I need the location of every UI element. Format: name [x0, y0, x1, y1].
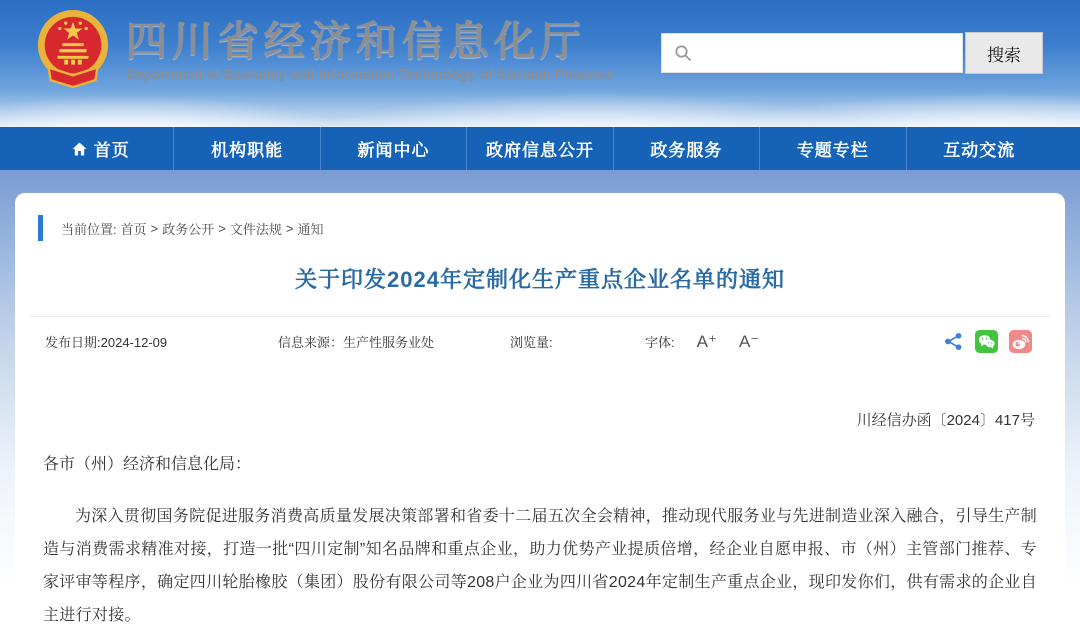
- nav-item-label: 新闻中心: [357, 141, 430, 160]
- wechat-share-icon[interactable]: [975, 330, 998, 353]
- search-input-box: [661, 33, 963, 73]
- info-source: [278, 332, 510, 351]
- nav-item-interaction[interactable]: [907, 127, 1052, 170]
- breadcrumb-item-home[interactable]: 首页: [120, 221, 147, 237]
- weibo-share-icon[interactable]: [1009, 330, 1032, 353]
- home-icon: [72, 142, 87, 156]
- info-source-label: 信息来源：: [278, 335, 344, 350]
- article-meta-row: [30, 316, 1050, 361]
- nav-item-label: 互动交流: [943, 141, 1016, 160]
- nav-item-services[interactable]: [614, 127, 760, 170]
- breadcrumb-label: 当前位置:: [61, 221, 117, 237]
- breadcrumb-separator: >: [285, 220, 294, 236]
- site-header: [0, 0, 1080, 127]
- main-nav: [0, 127, 1080, 170]
- document-number: 川经信办函〔2024〕417号: [856, 412, 1035, 429]
- publish-date: [45, 332, 278, 351]
- nav-item-label: 首页: [93, 141, 130, 160]
- national-emblem-logo: [34, 8, 112, 90]
- content-panel: [15, 193, 1065, 642]
- nav-item-news[interactable]: [321, 127, 467, 170]
- breadcrumb-accent-bar: [38, 215, 43, 241]
- article-salutation: 各市（州）经济和信息化局：: [43, 456, 252, 473]
- font-size-controls: [645, 332, 759, 352]
- share-buttons: [932, 330, 1050, 353]
- share-icon[interactable]: [943, 331, 964, 352]
- publish-date-value: 2024-12-09: [100, 335, 168, 350]
- article-paragraph: 为深入贯彻国务院促进服务消费高质量发展决策部署和省委十二届五次全会精神，推动现代服务业与先进制造业深入融合，引导生产制造与消费需求精准对接，打造一批“四川定制”知名品牌和重点企业，助力优势产业提质倍增，经企业自愿申报、市（州）主管部门推荐、专家评审等程序，确定四川轮胎橡胶（集团）股份有限公司等208户企业为四川省2024年定制生产重点企业，现印发你们，供有需求的企业自主进行对接。: [43, 508, 1037, 624]
- breadcrumb: [15, 193, 1065, 241]
- search-icon: [674, 44, 692, 62]
- font-increase-button[interactable]: A⁺: [696, 331, 717, 351]
- view-count: [510, 332, 645, 351]
- nav-item-functions[interactable]: [174, 127, 320, 170]
- nav-item-label: 机构职能: [211, 141, 284, 160]
- nav-item-gov-info[interactable]: [467, 127, 613, 170]
- publish-date-label: 发布日期:: [45, 335, 101, 350]
- site-title: 四川省经济和信息化厅: [126, 18, 586, 64]
- site-brand: [0, 0, 613, 90]
- nav-item-label: 政府信息公开: [485, 141, 594, 160]
- view-count-label: 浏览量:: [510, 335, 553, 350]
- nav-item-special-topics[interactable]: [760, 127, 906, 170]
- info-source-value: 生产性服务业处: [343, 335, 435, 350]
- nav-item-label: 政务服务: [650, 141, 723, 160]
- nav-item-label: 专题专栏: [796, 141, 869, 160]
- breadcrumb-item-notices[interactable]: 通知: [297, 221, 324, 237]
- breadcrumb-separator: >: [150, 220, 159, 236]
- search-bar: [661, 32, 1043, 74]
- site-title-block: [126, 16, 613, 82]
- breadcrumb-item-gov-open[interactable]: 政务公开: [162, 221, 215, 237]
- font-decrease-button[interactable]: A⁻: [738, 331, 760, 351]
- site-title-english: Department of Economy and Information Technology of Sichuan Province: [126, 67, 614, 82]
- search-input[interactable]: [700, 35, 962, 71]
- font-size-label: 字体:: [645, 335, 675, 350]
- breadcrumb-separator: >: [218, 220, 226, 236]
- content-background: [0, 170, 1080, 623]
- article-title: 关于印发2024年定制化生产重点企业名单的通知: [295, 267, 785, 292]
- search-button[interactable]: 搜索: [965, 32, 1043, 74]
- breadcrumb-item-documents[interactable]: 文件法规: [229, 221, 282, 237]
- nav-item-home[interactable]: [28, 127, 174, 170]
